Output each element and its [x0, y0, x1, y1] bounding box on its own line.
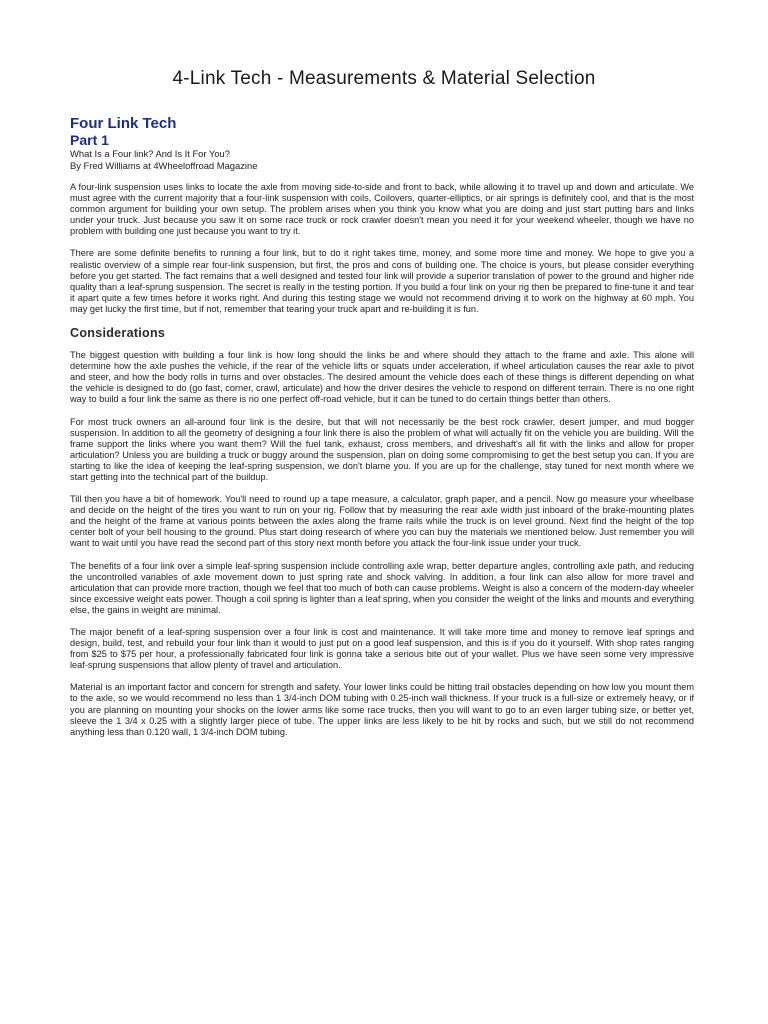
article-body [70, 115, 694, 738]
paragraph-intro-2: There are some definite benefits to running a four link, but to do it right takes time, money, and some more time and money. We hope to give you a realistic overview of a simple rear four-link suspension, but first, the pros and cons of building one. The choice is yours, but please consider everything before you get started. The fact remains that a well designed and tested four link will provide a superior translation of power to the ground and higher ride quality than a leaf-sprung suspension. The secret is really in the testing portion. If you build a four link on your rig then be prepared to fine-tune it and tear it apart quite a few times before it works right. And during this testing stage we would not recommend driving it to work on the highway at 60 mph. You may get lucky the first time, but if not, remember that tearing your truck apart and re-building it is fun. [70, 248, 694, 314]
paragraph-considerations-3: Till then you have a bit of homework. You'll need to round up a tape measure, a calculator, graph paper, and a pencil. Now go measure your wheelbase and decide on the height of the tires you want to run on your rig. Follow that by measuring the rear axle width just inboard of the brake-mounting plates and the height of the frame at various points between the axles along the frame rails while the truck is on level ground. Next find the height of the top center bolt of your bell housing to the ground. Plus start doing research of where you can buy the materials we mentioned below. Just remember you will want to wait until you have read the second part of this story next month before you attack the four-link issue under your truck. [70, 494, 694, 549]
article-byline: By Fred Williams at 4Wheeloffroad Magazine [70, 160, 258, 171]
paragraph-considerations-6: Material is an important factor and concern for strength and safety. Your lower links could be hitting trail obstacles depending on how low you mount them to the axle, so we would recommend no less than 1 3/4-inch DOM tubing with 0.25-inch wall thickness. If your truck is a full-size or extremely heavy, or if you are planning on mounting your shocks on the lower arms like some race trucks, then you will want to go to an even larger tubing size, or better yet, sleeve the 1 3/4 x 0.25 with a slightly larger piece of tube. The upper links are less likely to be hit by rocks and such, but we still do not recommend anything less than 0.120 wall, 1 3/4-inch DOM tubing. [70, 682, 694, 737]
section-heading-considerations: Considerations [70, 326, 166, 341]
document-title: 4-Link Tech - Measurements & Material Selection [172, 68, 596, 89]
paragraph-considerations-5: The major benefit of a leaf-spring suspension over a four link is cost and maintenance. It will take more time and money to remove leaf springs and design, build, test, and rebuild your four link than it would to just put on a good leaf suspension, and this is if you do it yourself. With shop rates ranging from $25 to $75 per hour, a professionally fabricated four link is gonna take a serious bite out of your wallet. Plus we have seen some very impressive leaf-sprung suspensions that allow plenty of travel and articulation. [70, 627, 694, 671]
paragraph-considerations-4: The benefits of a four link over a simple leaf-spring suspension include controlling axle wrap, better departure angles, controlling axle path, and reducing the uncontrolled variables of axle movement down to just spring rate and shock valving. In addition, a four link can also allow for more travel and articulation that can provide more traction, though we feel that too much of both can cause problems. Weight is also a concern of the modern-day wheeler since excessive weight eats power. Though a coil spring is lighter than a leaf spring, when you consider the weight of the links and mounts and everything else, the gains in weight are minimal. [70, 560, 694, 615]
article-heading: Four Link Tech [70, 115, 177, 132]
article-subtitle: What Is a Four link? And Is It For You? [70, 148, 230, 159]
article-part-label: Part 1 [70, 132, 109, 148]
paragraph-intro-1: A four-link suspension uses links to locate the axle from moving side-to-side and front to back, while allowing it to travel up and down and articulate. We must agree with the current majority that a four-link suspension with coils, Coilovers, quarter-elliptics, or air springs is definitely cool, and that is the most common argument for building your own setup. The problem arises when you think you know what you are doing and just start putting bars and links under your truck. Just because you saw it on some race truck or rock crawler doesn't mean you need it for your weekend wheeler, though we have no problem with building one just because you want to try it. [70, 182, 694, 237]
paragraph-considerations-2: For most truck owners an all-around four link is the desire, but that will not necessarily be the best rock crawler, desert jumper, and mud bogger suspension. In addition to all the geometry of designing a four link there is also the problem of what will actually fit on the vehicle you are building. Will the frame support the links where you want them? Will the fuel tank, exhaust, cross members, and driveshaft's all fit with the links and allow for proper articulation? Unless you are building a truck or buggy around the suspension, plan on doing some compromising to get the best setup you can. If you are starting to like the idea of keeping the leaf-spring suspension, we don't blame you. If you are up for the challenge, stay tuned for next month where we start getting into the technical part of the buildup. [70, 416, 694, 482]
paragraph-considerations-1: The biggest question with building a four link is how long should the links be and where should they attach to the frame and axle. This alone will determine how the axle pushes the vehicle, if the rear of the vehicle lifts or squats under acceleration, if wheel articulation causes the rear axle to pivot and steer, and how the body rolls in turns and over obstacles. The desired amount the vehicle does each of these things is different depending on what the vehicle is designed to do (go fast, corner, crawl, articulate) and how the driver desires the vehicle to respond on different terrain. There is no one right way to build a four link the same as there is no one perfect off-road vehicle, but it can be tuned to do certain things better than others. [70, 350, 694, 405]
